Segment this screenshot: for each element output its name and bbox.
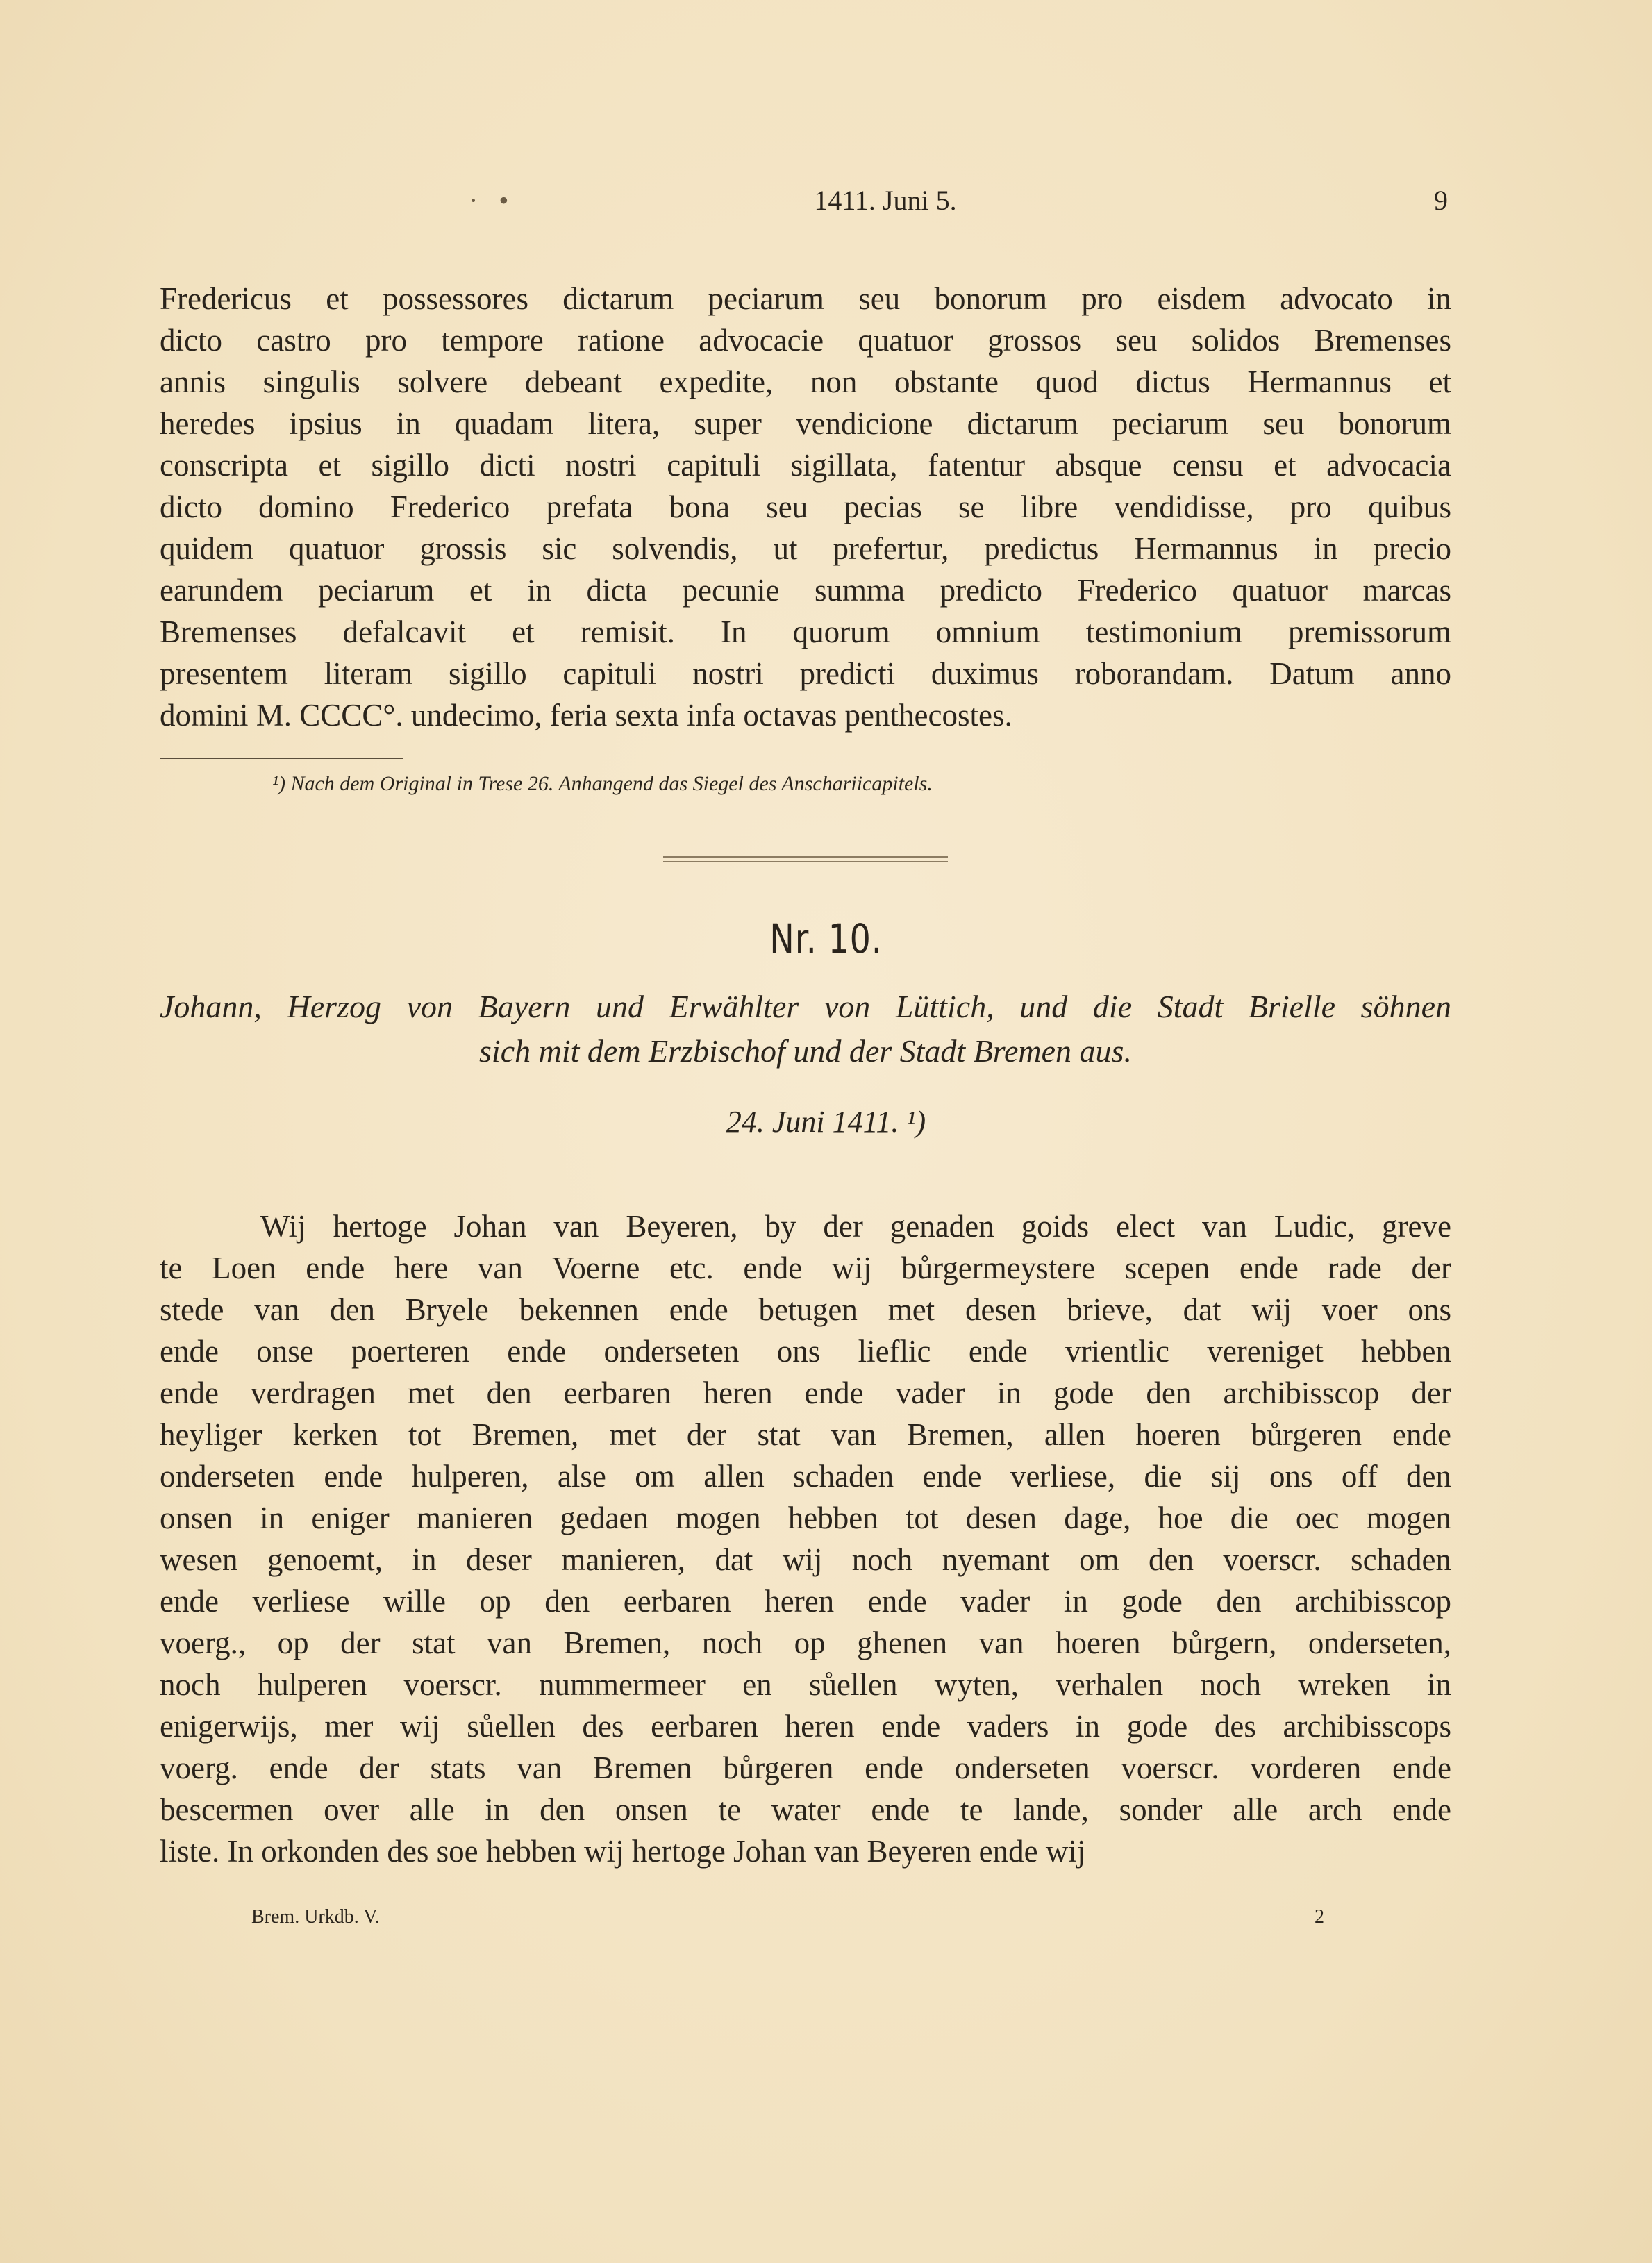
document-number: Nr. 10. — [769, 915, 883, 962]
text-line: Wij hertoge Johan van Beyeren, by der genaden goids elect van Ludic, greve — [260, 1209, 1451, 1244]
sheet-signature: Brem. Urkdb. V. — [251, 1906, 380, 1928]
header-title: 1411. Juni 5. — [814, 185, 957, 216]
text-line: dicto castro pro tempore ratione advocacie quatuor grossos seu solidos Bremenses — [160, 323, 1451, 358]
text-line: noch hulperen voerscr. nummermeer en sůellen wyten, verhalen noch wreken in — [160, 1667, 1451, 1702]
text-line: conscripta et sigillo dicti nostri capituli sigillata, fatentur absque censu et advocacia — [160, 448, 1451, 483]
sheet-number: 2 — [1315, 1906, 1324, 1928]
text-line: ende verdragen met den eerbaren heren ende vader in gode den archibisscop der — [160, 1376, 1451, 1410]
text-line: heredes ipsius in quadam litera, super vendicione dictarum peciarum seu bonorum — [160, 406, 1451, 441]
text-line: presentem literam sigillo capituli nostri predicti duximus roborandam. Datum anno — [160, 656, 1451, 691]
section-separator — [663, 861, 948, 862]
text-line: annis singulis solvere debeant expedite, non obstante quod dictus Hermannus et — [160, 365, 1451, 399]
footnote: ¹) Nach dem Original in Trese 26. Anhangend das Siegel des Anschariicapitels. — [272, 772, 933, 795]
text-line: voerg., op der stat van Bremen, noch op ghenen van hoeren bůrgern, onderseten, — [160, 1626, 1451, 1660]
document-date: 24. Juni 1411. ¹) — [726, 1105, 926, 1139]
regest-line-2: sich mit dem Erzbischof und der Stadt Bremen aus. — [479, 1033, 1132, 1069]
text-line: onsen in eniger manieren gedaen mogen hebben tot desen dage, hoe die oec mogen — [160, 1501, 1451, 1535]
regest-line-1: Johann, Herzog von Bayern und Erwählter von Lüttich, und die Stadt Brielle söhnen — [160, 989, 1451, 1024]
running-head — [163, 184, 1448, 226]
document-text — [160, 1205, 1451, 1872]
text-line: liste. In orkonden des soe hebben wij hertoge Johan van Beyeren ende wij — [160, 1834, 1086, 1869]
text-line: enigerwijs, mer wij sůellen des eerbaren heren ende vaders in gode des archibisscops — [160, 1709, 1451, 1744]
footnote-rule — [160, 758, 403, 759]
text-line: dicto domino Frederico prefata bona seu pecias se libre vendidisse, pro quibus — [160, 490, 1451, 524]
text-line: bescermen over alle in den onsen te water ende te lande, sonder alle arch ende — [160, 1792, 1451, 1827]
page-number: 9 — [1434, 185, 1448, 216]
text-line: voerg. ende der stats van Bremen bůrgeren ende onderseten voerscr. vorderen ende — [160, 1751, 1451, 1785]
text-line: stede van den Bryele bekennen ende betugen met desen brieve, dat wij voer ons — [160, 1292, 1451, 1327]
text-line: onderseten ende hulperen, alse om allen schaden ende verliese, die sij ons off den — [160, 1459, 1451, 1494]
text-line: earundem peciarum et in dicta pecunie summa predicto Frederico quatuor marcas — [160, 573, 1451, 608]
text-line: Bremenses defalcavit et remisit. In quorum omnium testimonium premissorum — [160, 615, 1451, 649]
section-separator — [663, 856, 948, 858]
text-line: heyliger kerken tot Bremen, met der stat van Bremen, allen hoeren bůrgeren ende — [160, 1417, 1451, 1452]
text-line: Fredericus et possessores dictarum peciarum seu bonorum pro eisdem advocato in — [160, 281, 1451, 316]
text-line: ende onse poerteren ende onderseten ons lieflic ende vrientlic vereniget hebben — [160, 1334, 1451, 1369]
text-line: ende verliese wille op den eerbaren heren ende vader in gode den archibisscop — [160, 1584, 1451, 1619]
header-dots: · • — [469, 185, 516, 216]
text-line: te Loen ende here van Voerne etc. ende wij bůrgermeystere scepen ende rade der — [160, 1251, 1451, 1285]
text-line: wesen genoemt, in deser manieren, dat wij noch nyemant om den voerscr. schaden — [160, 1542, 1451, 1577]
text-line: domini M. CCCC°. undecimo, feria sexta infa octavas penthecostes. — [160, 698, 1012, 733]
previous-document-text — [160, 278, 1451, 736]
text-line: quidem quatuor grossis sic solvendis, ut prefertur, predictus Hermannus in precio — [160, 531, 1451, 566]
